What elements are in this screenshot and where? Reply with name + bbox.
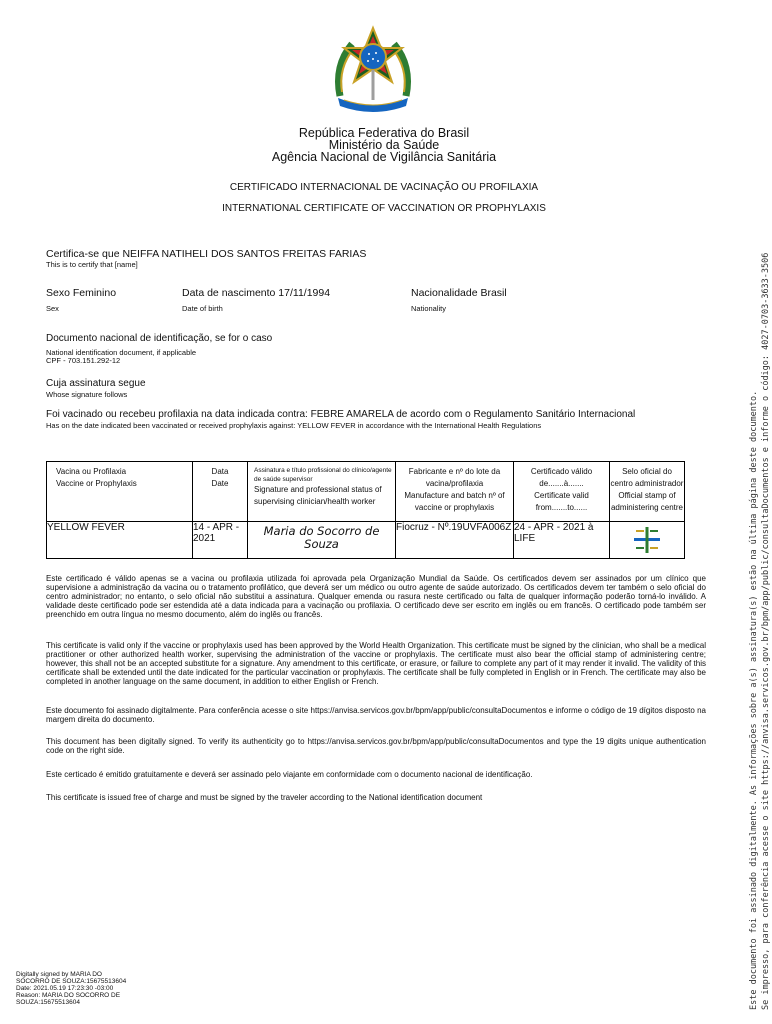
col-manufacturer-header: Fabricante e nº do lote da vacina/profilaxia Manufacture and batch nº of vaccine or prophylaxis: [396, 462, 514, 522]
signature-follows-label-en: Whose signature follows: [46, 390, 128, 399]
digital-signature-stamp: Digitally signed by MARIA DO SOCORRO DE SOUZA:15675513604 Date: 2021.05.19 17:23:30 -03:00 Reason: MARIA DO SOCORRO DE SOUZA:15675513604: [16, 971, 127, 1006]
nationality-field: Nacionalidade Brasil: [411, 287, 507, 299]
title-english: INTERNATIONAL CERTIFICATE OF VACCINATION OR PROPHYLAXIS: [222, 203, 546, 214]
dob-label-en: Date of birth: [182, 304, 223, 313]
col-validity-header: Certificado válido de.......à....... Certificate valid from.......to......: [514, 462, 610, 522]
validity-cell: 24 - APR - 2021 à LIFE: [514, 522, 610, 559]
vaccinated-statement: Foi vacinado ou recebeu profilaxia na data indicada contra: FEBRE AMARELA de acordo com o Regulamento Sanitário Internacional: [46, 409, 636, 420]
vaccination-table: [46, 461, 685, 559]
validity-notice-pt: Este certificado é válido apenas se a vacina ou profilaxia utilizada foi aprovada pela Organização Mundial da Saúde. Os certificados devem ser assinados por um clínico que supervisione a administração da vacina ou o tratamento profilático, que deverá ser um médico ou outro agente de saúde autorizado. Os certificados devem ter também o selo oficial do centro administrador; no entanto, o selo oficial não substitui a assinatura. Qualquer emenda ou rasura neste certificado ou falta de qualquer informação poderão torná-lo inválido. A validade deste certificado pode ser estendida até a data indicada para a vacinação ou profilaxia. O certificado deve ser escrito em inglês ou em francês. O certificado pode também ser preenchido em outra língua no mesmo documento, além do inglês ou francês.: [46, 574, 706, 619]
signature-cell: [248, 522, 396, 559]
title-portuguese: CERTIFICADO INTERNACIONAL DE VACINAÇÃO OU PROFILAXIA: [229, 182, 539, 193]
header-ministry: Ministério da Saúde: [328, 138, 440, 152]
digital-signature-notice-en: This document has been digitally signed. To verify its authenticity go to https://anvisa.servicos.gov.br/bpm/app/public/consultaDocumentos and type the 19 digits unique authentication code on the right side.: [46, 737, 706, 755]
header-republic: República Federativa do Brasil: [298, 126, 470, 140]
manufacturer-cell: Fiocruz - Nº.19UVFA006Z: [396, 522, 514, 559]
anvisa-stamp-icon: [630, 525, 664, 555]
vaccinated-statement-en: Has on the date indicated been vaccinated or received prophylaxis against: YELLOW FEVER in accordance with the International Health Regulations: [46, 421, 542, 430]
id-document-label-en: National identification document, if applicable: [46, 348, 197, 357]
clinician-signature: Maria do Socorro de Souza: [263, 524, 380, 551]
side-text-line1: Este documento foi assinado digitalmente. As informações sobre a(s) assinatura(s) estão na última página deste documento.: [749, 390, 759, 1010]
digital-signature-notice-pt: Este documento foi assinado digitalmente. Para conferência acesse o site https://anvisa.servicos.gov.br/bpm/app/public/consultaDocumentos e informe o código de 19 dígitos disposto na margem direita do documento.: [46, 706, 706, 724]
date-cell: 14 - APR - 2021: [193, 522, 248, 559]
col-date-header: Data Date: [193, 462, 248, 522]
stamp-cell: [610, 522, 685, 559]
col-stamp-header: Selo oficial do centro administrador Official stamp of administering centre: [610, 462, 685, 522]
col-vaccine-header: Vacina ou Profilaxia Vaccine or Prophylaxis: [47, 462, 193, 522]
sex-label-en: Sex: [46, 304, 59, 313]
id-document-label: Documento nacional de identificação, se for o caso: [46, 333, 273, 344]
table-row: [47, 522, 685, 559]
table-header-row: [47, 462, 685, 522]
nationality-label-en: Nationality: [411, 304, 447, 313]
free-of-charge-notice-en: This certificate is issued free of charge and must be signed by the traveler according to the National identification document: [46, 793, 483, 802]
col-signature-header: Assinatura e título profissional do clínico/agente de saúde supervisor Signature and professional status of supervising clinician/health worker: [248, 462, 396, 522]
sex-field: Sexo Feminino: [46, 287, 117, 299]
id-document-value: CPF - 703.151.292-12: [46, 356, 121, 365]
vaccine-cell: YELLOW FEVER: [47, 522, 193, 559]
dob-field: Data de nascimento 17/11/1994: [182, 287, 331, 299]
side-verification-text: [748, 130, 772, 1010]
side-text-line2: Se impresso, para conferência acesse o site https://anvisa.servicos.gov.br/bpm/app/public/consultaDocumentos e informe o código: 4027-0703-3633-3506: [761, 252, 771, 1010]
validity-notice-en: This certificate is valid only if the vaccine or prophylaxis used has been approved by the World Health Organization. This certificate must be signed by the clinician, who shall be a medical practitioner or other authorized health worker, supervising the administration of the vaccine or prophylaxis. The certificate must also bear the official stamp of administering centre; however, this shall not be an accepted substitute for a signature. Any amendment to this certificate, or erasure, or failure to complete any part of it may render it invalid. The validity of this certificate shall be extended until the date indicated for the particular vaccination or prophylaxis. The certificate shall be fully completed in English or in French. The certificate may also be completed in another language on the same document, in addition to either English or French.: [46, 641, 706, 686]
signature-follows-label: Cuja assinatura segue: [46, 378, 146, 389]
certify-name-en: This is to certify that [name]: [46, 260, 138, 269]
brazil-coat-of-arms-icon: [330, 26, 416, 114]
certify-name: Certifica-se que NEIFFA NATIHELI DOS SANTOS FREITAS FARIAS: [46, 248, 367, 260]
header-agency: Agência Nacional de Vigilância Sanitária: [271, 150, 497, 164]
free-of-charge-notice-pt: Este certicado é emitido gratuitamente e deverá ser assinado pelo viajante em conformidade com o documento nacional de identificação.: [46, 770, 533, 779]
